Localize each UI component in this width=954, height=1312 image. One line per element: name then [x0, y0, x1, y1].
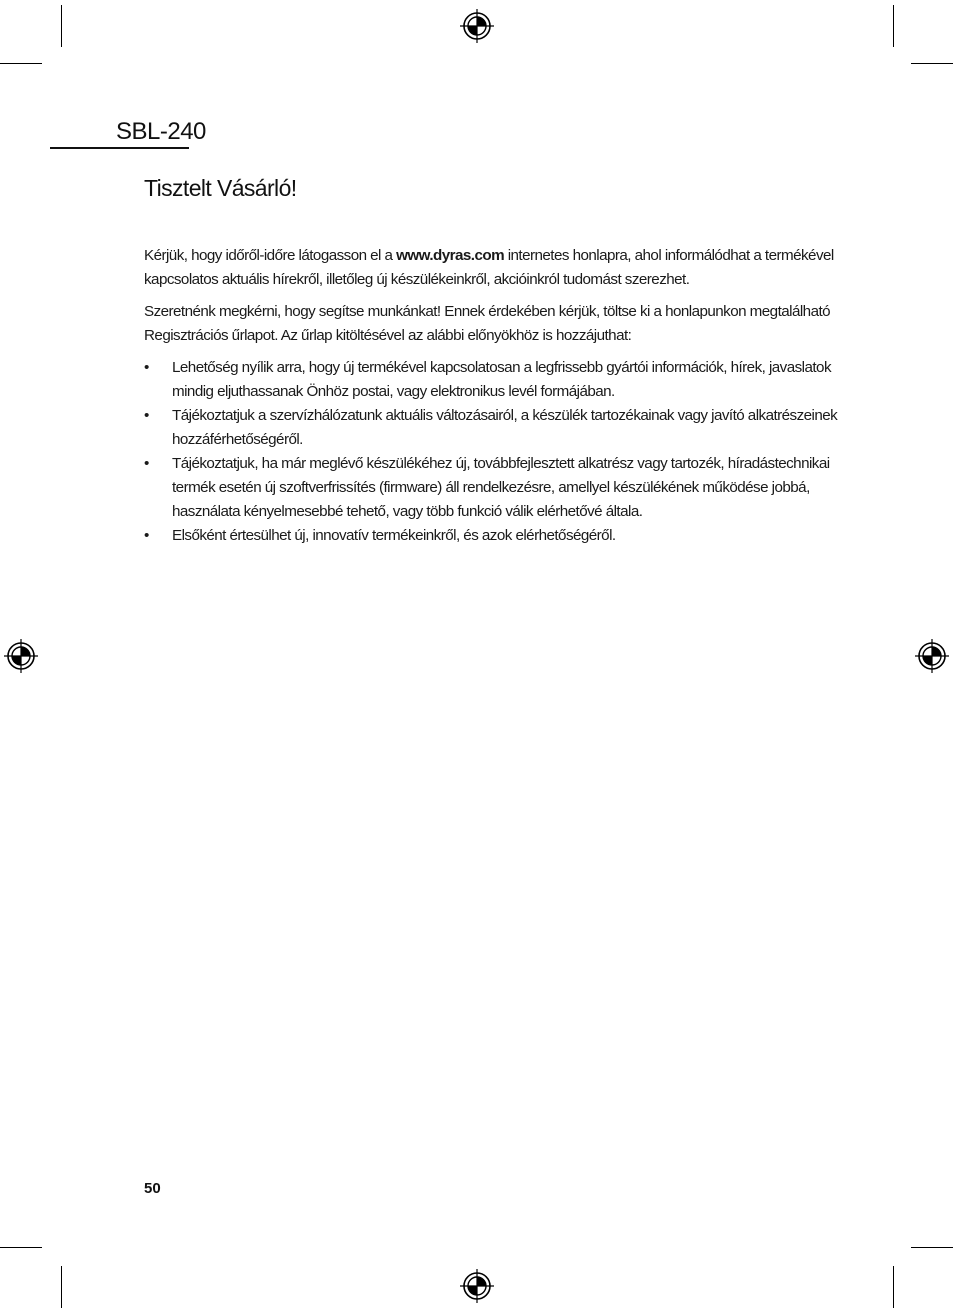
crop-mark-bottom-left-horizontal — [0, 1247, 42, 1248]
list-item — [144, 524, 844, 548]
registration-mark-bottom-icon — [460, 1269, 494, 1303]
bullet-icon: • — [144, 527, 149, 544]
crop-mark-top-left-horizontal — [0, 63, 42, 64]
bullet-icon: • — [144, 455, 149, 472]
benefits-list — [144, 356, 844, 548]
bullet-icon: • — [144, 407, 149, 424]
crop-mark-bottom-left-vertical — [61, 1266, 62, 1308]
list-item — [144, 452, 844, 524]
crop-mark-top-left-vertical — [61, 5, 62, 47]
website-link[interactable]: www.dyras.com — [396, 247, 505, 264]
benefit-text: Elsőként értesülhet új, innovatív termékeinkről, és azok elérhetőségéről. — [172, 527, 616, 544]
model-title: SBL-240 — [116, 118, 206, 145]
intro-text-after-link: internetes honlapra, ahol informálódhat a termékével kapcsolatos aktuális hírekről, illetőleg új készülékeinkről, akcióinkról tudomást szerezhet. — [144, 247, 834, 288]
crop-mark-bottom-right-horizontal — [911, 1247, 953, 1248]
intro-paragraph — [144, 244, 844, 292]
crop-mark-top-right-vertical — [893, 5, 894, 47]
registration-mark-right-icon — [915, 639, 949, 673]
benefit-text: Lehetőség nyílik arra, hogy új termékével kapcsolatosan a legfrissebb gyártói információk, hírek, javaslatok mindig eljuthassanak Önhöz postai, vagy elektronikus levél formájában. — [172, 359, 831, 400]
registration-mark-top-icon — [460, 9, 494, 43]
bullet-icon: • — [144, 359, 149, 376]
list-item — [144, 356, 844, 404]
body-content — [144, 244, 844, 548]
benefit-text: Tájékoztatjuk, ha már meglévő készülékéhez új, továbbfejlesztett alkatrész vagy tartozék, híradástechnikai termék esetén új szoftverfrissítés (firmware) áll rendelkezésre, amellyel készülékének működése jobbá, használata kényelmesebbé tehető, vagy több funkció válik elérhetővé általa. — [172, 455, 830, 520]
list-item — [144, 404, 844, 452]
registration-mark-left-icon — [4, 639, 38, 673]
request-paragraph: Szeretnénk megkérni, hogy segítse munkánkat! Ennek érdekében kérjük, töltse ki a honlapunkon megtalálható Regisztrációs űrlapot. Az űrlap kitöltésével az alábbi előnyökhöz is hozzájuthat: — [144, 303, 831, 344]
model-title-underline — [50, 147, 189, 149]
benefit-text: Tájékoztatjuk a szervízhálózatunk aktuális változásairól, a készülék tartozékainak vagy javító alkatrészeinek hozzáférhetőségéről. — [172, 407, 838, 448]
crop-mark-top-right-horizontal — [911, 63, 953, 64]
crop-mark-bottom-right-vertical — [893, 1266, 894, 1308]
greeting-heading: Tisztelt Vásárló! — [144, 175, 297, 201]
page-number: 50 — [144, 1180, 161, 1197]
intro-text-before-link: Kérjük, hogy időről-időre látogasson el a — [144, 247, 397, 264]
